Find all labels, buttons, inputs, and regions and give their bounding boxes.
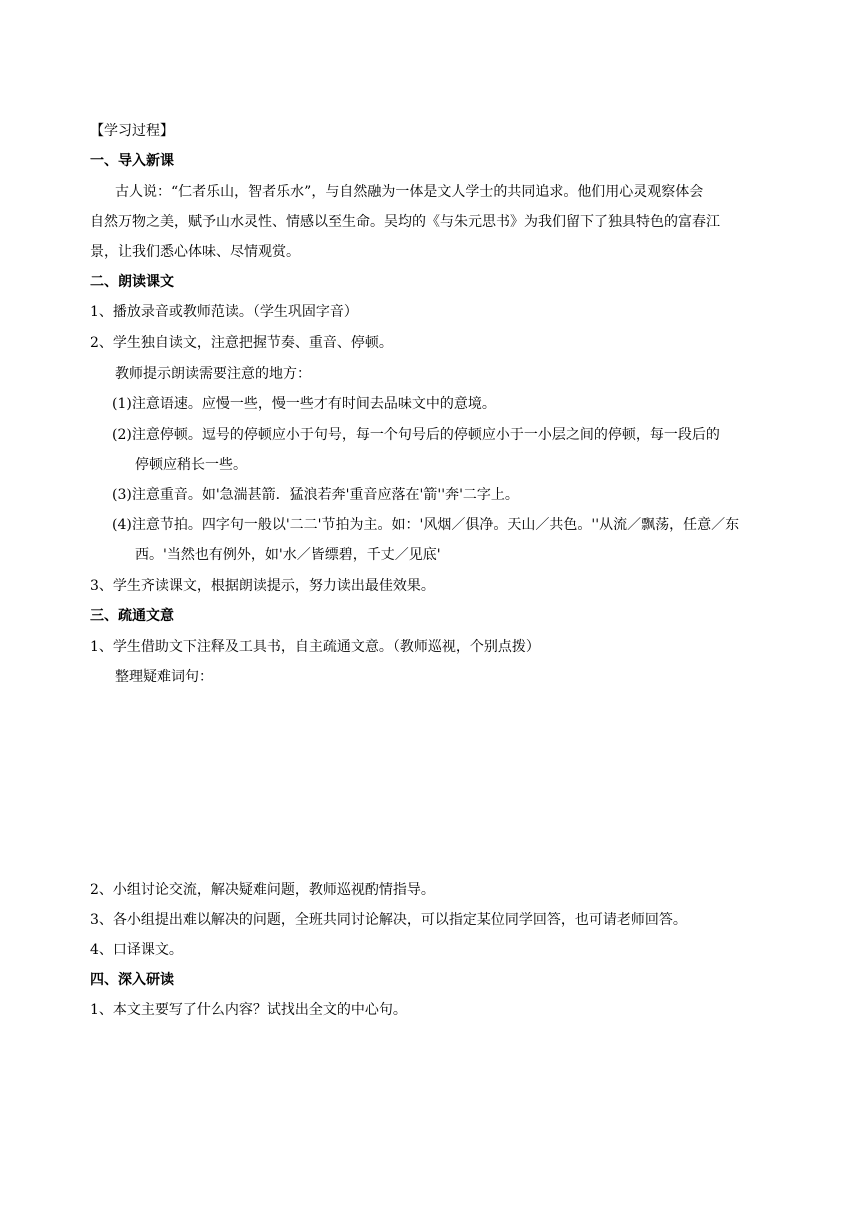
reading-item-2: 2、学生独自读文，注意把握节奏、重音、停顿。 — [90, 335, 393, 351]
comprehension-item-2: 2、小组讨论交流，解决疑难问题，教师巡视酌情指导。 — [90, 882, 435, 898]
section-label: 【学习过程】 — [90, 123, 174, 139]
deep-reading-item-1: 1、本文主要写了什么内容？试找出全文的中心句。 — [90, 1002, 407, 1018]
intro-paragraph-line-3: 景，让我们悉心体味、尽情观赏。 — [90, 244, 300, 260]
comprehension-item-3: 3、各小组提出难以解决的问题，全班共同讨论解决，可以指定某位同学回答，也可请老师回答。 — [90, 912, 687, 928]
reading-tip-2-continued: 停顿应稍长一些。 — [135, 457, 247, 473]
heading-reading: 二、朗读课文 — [90, 274, 174, 290]
comprehension-item-4: 4、口译课文。 — [90, 942, 183, 958]
heading-deep-reading: 四、深入研读 — [90, 972, 174, 988]
reading-tip-4: (4)注意节拍。四字句一般以'二二'节拍为主。如：'风烟／俱净。天山／共色。''从流／飘荡，任意／东 — [112, 517, 740, 533]
intro-paragraph-line-2: 自然万物之美，赋予山水灵性、情感以至生命。吴均的《与朱元思书》为我们留下了独具特色的富春江 — [90, 214, 720, 230]
reading-tip-2: (2)注意停顿。逗号的停顿应小于句号，每一个句号后的停顿应小于一小层之间的停顿，每一段后的 — [112, 427, 720, 443]
heading-intro: 一、导入新课 — [90, 153, 174, 169]
comprehension-item-1: 1、学生借助文下注释及工具书，自主疏通文意。（教师巡视，个别点拨） — [90, 639, 540, 655]
intro-paragraph-line-1: 古人说：“仁者乐山，智者乐水”，与自然融为一体是文人学士的共同追求。他们用心灵观察体会 — [115, 184, 704, 200]
reading-tip-1: (1)注意语速。应慢一些，慢一些才有时间去品味文中的意境。 — [112, 396, 496, 412]
reading-item-1: 1、播放录音或教师范读。（学生巩固字音） — [90, 304, 358, 320]
reading-tips-intro: 教师提示朗读需要注意的地方： — [115, 366, 311, 382]
heading-comprehension: 三、疏通文意 — [90, 608, 174, 624]
reading-tip-3: (3)注意重音。如'急湍甚箭．猛浪若奔'重音应落在'箭''奔'二字上。 — [112, 487, 519, 503]
comprehension-note: 整理疑难词句： — [115, 669, 213, 685]
reading-item-3: 3、学生齐读课文，根据朗读提示，努力读出最佳效果。 — [90, 578, 435, 594]
reading-tip-4-continued: 西。'当然也有例外，如'水／皆缥碧，千丈／见底' — [135, 547, 441, 563]
